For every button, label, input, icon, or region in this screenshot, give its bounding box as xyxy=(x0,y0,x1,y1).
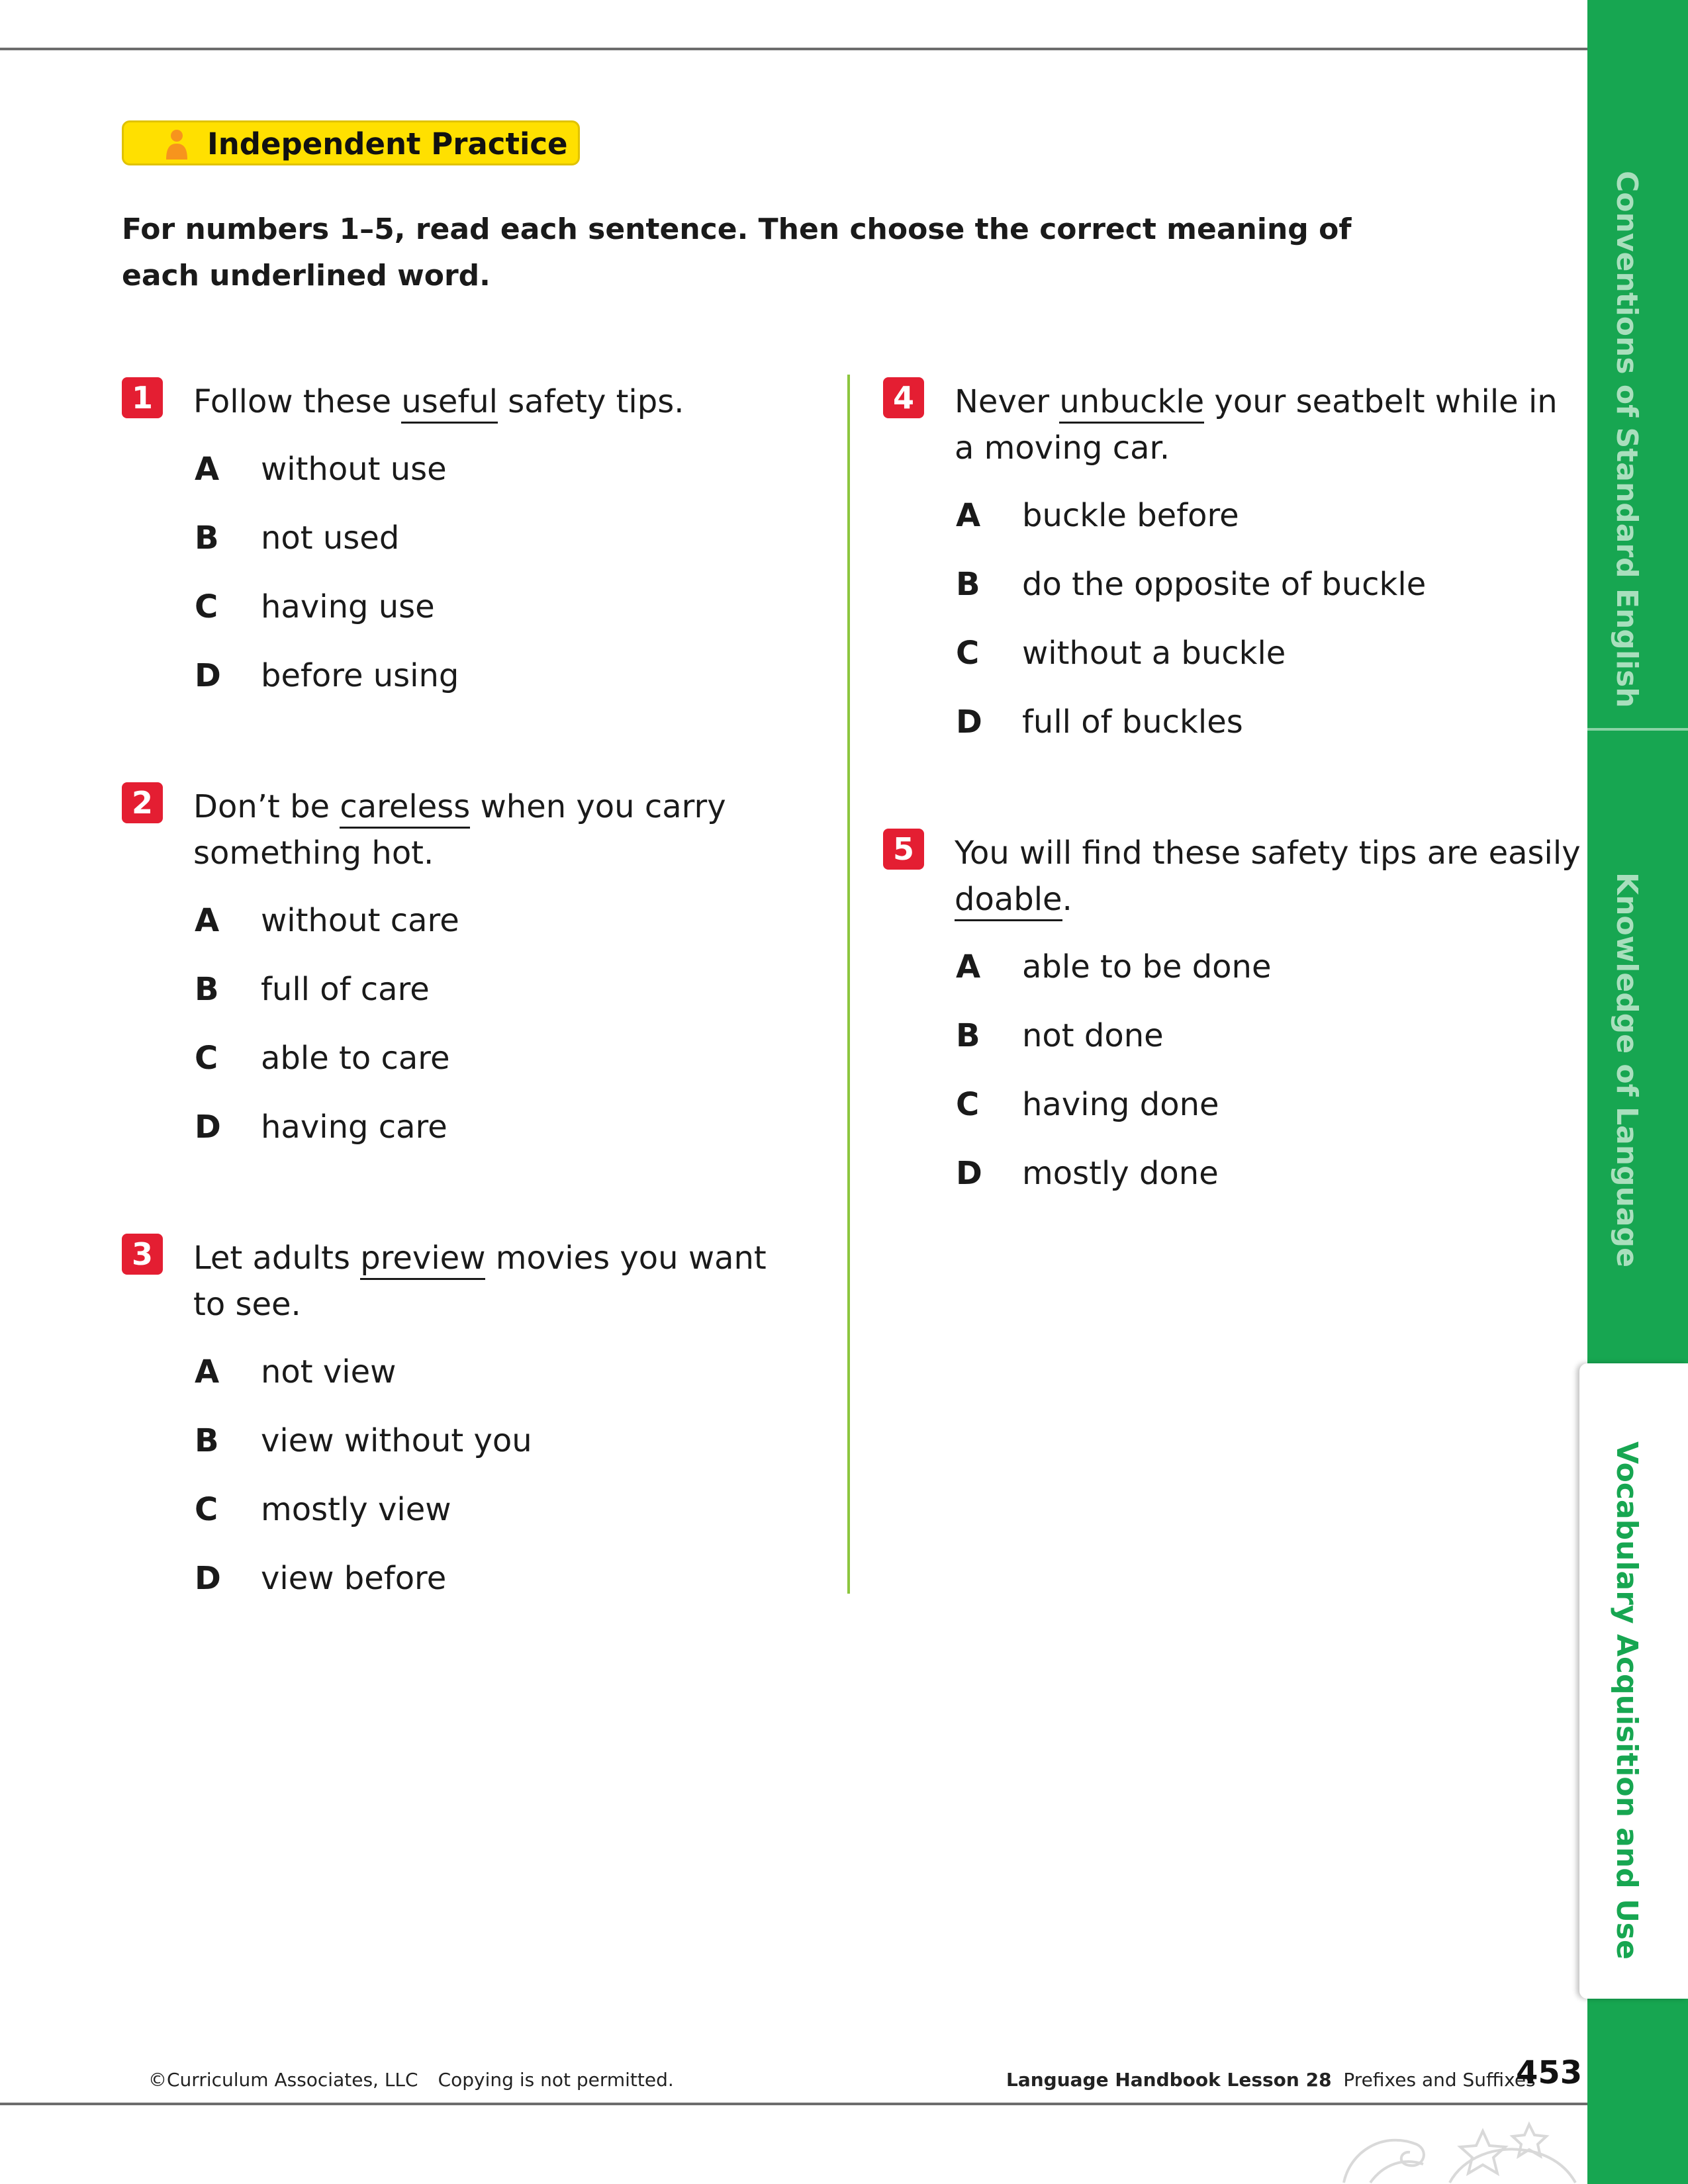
option-text: without care xyxy=(261,902,459,939)
section-banner xyxy=(122,120,580,165)
option-letter: D xyxy=(195,657,221,694)
option-text: without a buckle xyxy=(1022,635,1286,672)
option-text: not view xyxy=(261,1353,397,1390)
question-number-badge: 2 xyxy=(122,782,163,823)
question-text xyxy=(193,379,684,425)
underlined-word: useful xyxy=(401,383,498,424)
option-letter: A xyxy=(956,948,981,985)
option-text: having done xyxy=(1022,1086,1219,1123)
lesson-title: Language Handbook Lesson 28 xyxy=(1006,2069,1332,2091)
footer-lesson-line xyxy=(1006,2069,1536,2091)
option-letter: A xyxy=(195,902,220,939)
option-text: buckle before xyxy=(1022,497,1239,534)
copyright-text: ©Curriculum Associates, LLC xyxy=(148,2069,418,2091)
flourish-ornament-icon xyxy=(1331,2105,1582,2184)
directions: For numbers 1–5, read each sentence. Then choose the correct meaning of each underlined word. xyxy=(122,212,1352,293)
question-number-badge: 5 xyxy=(883,829,924,870)
option-letter: A xyxy=(195,451,220,488)
question-number-badge: 1 xyxy=(122,377,163,418)
question-text-before: You will find these safety tips are easily xyxy=(955,835,1581,872)
option-text: able to care xyxy=(261,1040,450,1077)
question-text-line2: to see. xyxy=(193,1286,301,1323)
copy-notice: Copying is not permitted. xyxy=(438,2069,674,2091)
question-text-after: movies you want xyxy=(485,1240,767,1277)
person-icon xyxy=(165,129,189,161)
question-text-before: Let adults xyxy=(193,1240,361,1277)
option-letter: B xyxy=(195,971,219,1008)
underlined-word: doable xyxy=(955,881,1062,921)
option-text: full of buckles xyxy=(1022,704,1243,741)
page-number: 453 xyxy=(1516,2054,1583,2091)
option-text: before using xyxy=(261,657,459,694)
question-text xyxy=(193,1235,767,1328)
option-text: view without you xyxy=(261,1422,532,1459)
option-letter: B xyxy=(956,566,980,603)
option-letter: D xyxy=(956,1155,982,1192)
banner-title: Independent Practice xyxy=(207,126,568,161)
option-text: able to be done xyxy=(1022,948,1272,985)
question-text xyxy=(193,784,726,876)
lesson-topic: Prefixes and Suffixes xyxy=(1343,2069,1536,2091)
option-letter: D xyxy=(956,704,982,741)
question-text xyxy=(955,830,1581,923)
underlined-word: preview xyxy=(360,1240,485,1280)
footer-copyright-line xyxy=(148,2069,674,2091)
option-letter: C xyxy=(195,1040,218,1077)
option-letter: C xyxy=(956,1086,980,1123)
underlined-word: careless xyxy=(340,788,470,829)
option-letter: B xyxy=(956,1017,980,1054)
option-text: view before xyxy=(261,1560,447,1597)
question-text-before: Don’t be xyxy=(193,788,340,825)
sidebar-item-conventions: Conventions of Standard English xyxy=(1610,171,1644,708)
option-letter: C xyxy=(195,1491,218,1528)
question-text xyxy=(955,379,1558,471)
question-number-badge: 4 xyxy=(883,377,924,418)
option-letter: B xyxy=(195,520,219,557)
option-letter: D xyxy=(195,1560,221,1597)
question-text-after: safety tips. xyxy=(498,383,684,420)
option-text: without use xyxy=(261,451,447,488)
question-text-after: when you carry xyxy=(470,788,726,825)
option-letter: C xyxy=(195,588,218,625)
question-text-line2: a moving car. xyxy=(955,430,1170,467)
option-letter: D xyxy=(195,1109,221,1146)
option-text: having use xyxy=(261,588,435,625)
option-text: mostly view xyxy=(261,1491,451,1528)
sidebar-item-knowledge: Knowledge of Language xyxy=(1610,872,1644,1267)
option-text: having care xyxy=(261,1109,447,1146)
question-text-line2: something hot. xyxy=(193,835,434,872)
sidebar-divider xyxy=(1587,728,1688,731)
column-divider xyxy=(847,375,850,1594)
question-text-after: . xyxy=(1062,881,1072,918)
sidebar-item-vocabulary: Vocabulary Acquisition and Use xyxy=(1610,1441,1644,1960)
option-text: not done xyxy=(1022,1017,1164,1054)
question-number-badge: 3 xyxy=(122,1234,163,1275)
question-text-after: your seatbelt while in xyxy=(1204,383,1558,420)
question-text-before: Follow these xyxy=(193,383,402,420)
question-text-before: Never xyxy=(955,383,1060,420)
top-rule xyxy=(0,48,1587,50)
option-letter: A xyxy=(195,1353,220,1390)
option-text: not used xyxy=(261,520,400,557)
option-letter: B xyxy=(195,1422,219,1459)
option-text: do the opposite of buckle xyxy=(1022,566,1427,603)
option-letter: C xyxy=(956,635,980,672)
underlined-word: unbuckle xyxy=(1059,383,1204,424)
option-letter: A xyxy=(956,497,981,534)
option-text: full of care xyxy=(261,971,430,1008)
option-text: mostly done xyxy=(1022,1155,1219,1192)
